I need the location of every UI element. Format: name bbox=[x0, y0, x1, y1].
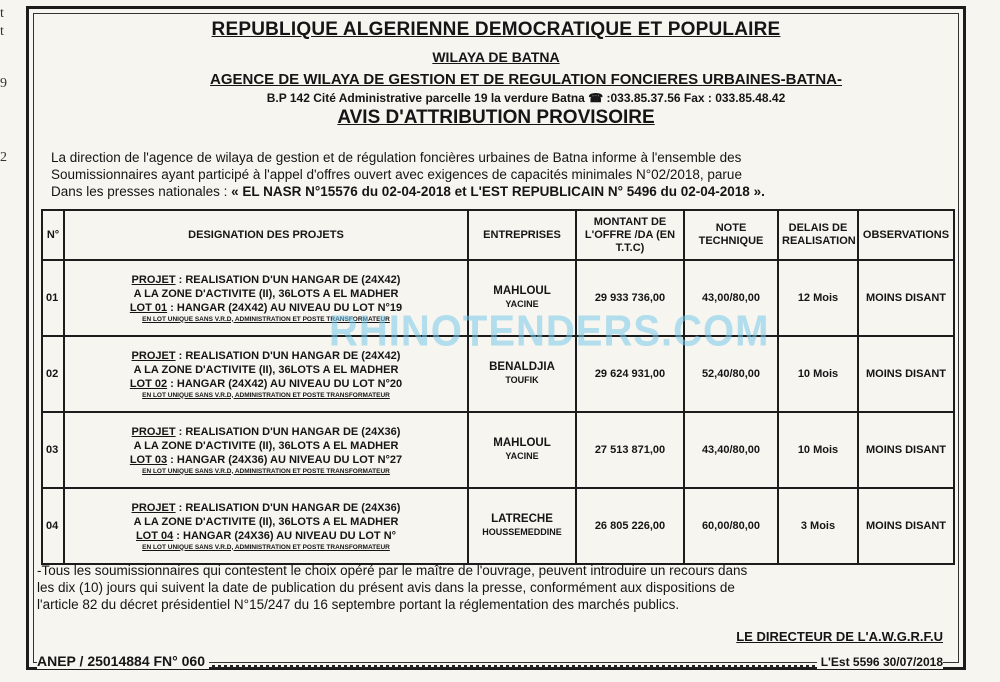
agency-contact: B.P 142 Cité Administrative parcelle 19 la verdure Batna ☎ :033.85.37.56 Fax : 033.85.48.42 bbox=[266, 91, 786, 105]
appeal-paragraph bbox=[37, 562, 949, 613]
agency-title: AGENCE DE WILAYA DE GESTION ET DE REGULATION FONCIERES URBAINES-BATNA- bbox=[210, 71, 842, 88]
header-observations: OBSERVATIONS bbox=[858, 210, 954, 260]
lot-text: : HANGAR (24X36) AU NIVEAU DU LOT N°27 bbox=[167, 453, 403, 466]
row-amount: 27 513 871,00 bbox=[576, 412, 684, 488]
row-amount: 29 933 736,00 bbox=[576, 260, 684, 336]
project-location: A LA ZONE D'ACTIVITE (II), 36LOTS A EL MADHER bbox=[133, 439, 399, 452]
project-text: : REALISATION D'UN HANGAR DE (24X36) bbox=[175, 501, 401, 514]
row-observation: MOINS DISANT bbox=[858, 336, 954, 412]
lot-note: EN LOT UNIQUE SANS V.R.D, ADMINISTRATION ET POSTE TRANSFORMATEUR bbox=[142, 391, 390, 399]
company-first-name: TOUFIK bbox=[505, 375, 539, 385]
company-first-name: YACINE bbox=[505, 451, 539, 461]
header-entreprises: ENTREPRISES bbox=[468, 210, 576, 260]
header-designation: DESIGNATION DES PROJETS bbox=[64, 210, 468, 260]
lot-label: LOT 03 bbox=[129, 453, 168, 466]
row-company bbox=[468, 412, 576, 488]
row-tech-note: 43,40/80,00 bbox=[684, 412, 778, 488]
director-signature: LE DIRECTEUR DE L'A.W.G.R.F.U bbox=[736, 629, 943, 644]
edge-char: t bbox=[0, 6, 4, 21]
table-header-row bbox=[42, 210, 954, 260]
watermark: RHINOTENDERS.COM bbox=[329, 306, 770, 356]
project-label: PROJET bbox=[131, 501, 176, 514]
row-tech-note: 60,00/80,00 bbox=[684, 488, 778, 564]
notice-title: AVIS D'ATTRIBUTION PROVISOIRE bbox=[337, 107, 655, 128]
company-name: MAHLOUL bbox=[493, 437, 551, 449]
company-name: BENALDJIA bbox=[489, 361, 555, 373]
project-label: PROJET bbox=[131, 425, 176, 438]
row-amount: 29 624 931,00 bbox=[576, 336, 684, 412]
row-observation: MOINS DISANT bbox=[858, 260, 954, 336]
row-delay: 10 Mois bbox=[778, 336, 858, 412]
table-row bbox=[42, 488, 954, 564]
project-text: : REALISATION D'UN HANGAR DE (24X42) bbox=[175, 273, 401, 286]
company-name: LATRECHE bbox=[491, 513, 553, 525]
anep-reference: ANEP / 25014884 FN° 060 bbox=[37, 653, 209, 669]
intro-line bbox=[51, 183, 943, 200]
row-tech-note: 43,00/80,00 bbox=[684, 260, 778, 336]
project-location: A LA ZONE D'ACTIVITE (II), 36LOTS A EL MADHER bbox=[133, 287, 399, 300]
intro-line: Soumissionnaires ayant participé à l'appel d'offres ouvert avec exigences de capacités minimales N°02/2018, parue bbox=[51, 167, 742, 182]
edge-char: 2 bbox=[0, 150, 7, 165]
lot-label: LOT 04 bbox=[135, 529, 174, 542]
row-amount: 26 805 226,00 bbox=[576, 488, 684, 564]
row-delay: 12 Mois bbox=[778, 260, 858, 336]
row-designation bbox=[64, 488, 468, 564]
lot-note: EN LOT UNIQUE SANS V.R.D, ADMINISTRATION ET POSTE TRANSFORMATEUR bbox=[142, 467, 390, 475]
project-text: : REALISATION D'UN HANGAR DE (24X36) bbox=[175, 425, 401, 438]
notice-frame bbox=[26, 6, 966, 670]
lot-note: EN LOT UNIQUE SANS V.R.D, ADMINISTRATION ET POSTE TRANSFORMATEUR bbox=[142, 315, 390, 323]
company-first-name: HOUSSEMEDDINE bbox=[482, 527, 562, 537]
wilaya-title: WILAYA DE BATNA bbox=[432, 49, 560, 65]
intro-line-plain: Dans les presses nationales : bbox=[51, 184, 232, 199]
row-delay: 10 Mois bbox=[778, 412, 858, 488]
edge-char: 9 bbox=[0, 76, 7, 91]
row-company bbox=[468, 488, 576, 564]
project-text: : REALISATION D'UN HANGAR DE (24X42) bbox=[175, 349, 401, 362]
intro-line: La direction de l'agence de wilaya de gestion et de régulation foncières urbaines de Batna informe à l'ensemble des bbox=[51, 150, 742, 165]
lot-text: : HANGAR (24X36) AU NIVEAU DU LOT N° bbox=[173, 529, 397, 542]
intro-press-references: « EL NASR N°15576 du 02-04-2018 et L'EST REPUBLICAIN N° 5496 du 02-04-2018 ». bbox=[231, 184, 765, 199]
row-num: 03 bbox=[42, 412, 64, 488]
company-first-name: YACINE bbox=[505, 299, 539, 309]
awards-table bbox=[41, 209, 955, 565]
project-location: A LA ZONE D'ACTIVITE (II), 36LOTS A EL MADHER bbox=[133, 363, 399, 376]
company-name: MAHLOUL bbox=[493, 285, 551, 297]
row-num: 01 bbox=[42, 260, 64, 336]
project-label: PROJET bbox=[131, 273, 176, 286]
header-note: NOTE TECHNIQUE bbox=[684, 210, 778, 260]
country-title: REPUBLIQUE ALGERIENNE DEMOCRATIQUE ET POPULAIRE bbox=[211, 19, 781, 40]
lot-label: LOT 02 bbox=[129, 377, 168, 390]
lot-text: : HANGAR (24X42) AU NIVEAU DU LOT N°20 bbox=[167, 377, 403, 390]
intro-paragraph bbox=[51, 149, 943, 200]
row-tech-note: 52,40/80,00 bbox=[684, 336, 778, 412]
lot-text: : HANGAR (24X42) AU NIVEAU DU LOT N°19 bbox=[167, 301, 403, 314]
row-observation: MOINS DISANT bbox=[858, 488, 954, 564]
row-observation: MOINS DISANT bbox=[858, 412, 954, 488]
lot-note: EN LOT UNIQUE SANS V.R.D, ADMINISTRATION ET POSTE TRANSFORMATEUR bbox=[142, 543, 390, 551]
project-label: PROJET bbox=[131, 349, 176, 362]
row-designation bbox=[64, 412, 468, 488]
row-delay: 3 Mois bbox=[778, 488, 858, 564]
project-location: A LA ZONE D'ACTIVITE (II), 36LOTS A EL MADHER bbox=[133, 515, 399, 528]
header-montant: MONTANT DE L'OFFRE /DA (EN T.T.C) bbox=[576, 210, 684, 260]
appeal-line: -Tous les soumissionnaires qui contestent le choix opéré par le maître de l'ouvrage, peuvent introduire un recours dans bbox=[37, 563, 748, 578]
row-num: 04 bbox=[42, 488, 64, 564]
adjacent-page-edge-text bbox=[0, 0, 14, 682]
newspaper-reference: L'Est 5596 30/07/2018 bbox=[817, 655, 943, 669]
table-row bbox=[42, 412, 954, 488]
header-num: N° bbox=[42, 210, 64, 260]
appeal-line: l'article 82 du décret présidentiel N°15/247 du 16 septembre portant la réglementation des marchés publics. bbox=[37, 597, 680, 612]
edge-char: t bbox=[0, 24, 4, 39]
lot-label: LOT 01 bbox=[129, 301, 168, 314]
appeal-line: les dix (10) jours qui suivent la date de publication du présent avis dans la presse, conformément aux dispositions de bbox=[37, 580, 735, 595]
row-num: 02 bbox=[42, 336, 64, 412]
header-delais: DELAIS DE REALISATION bbox=[778, 210, 858, 260]
